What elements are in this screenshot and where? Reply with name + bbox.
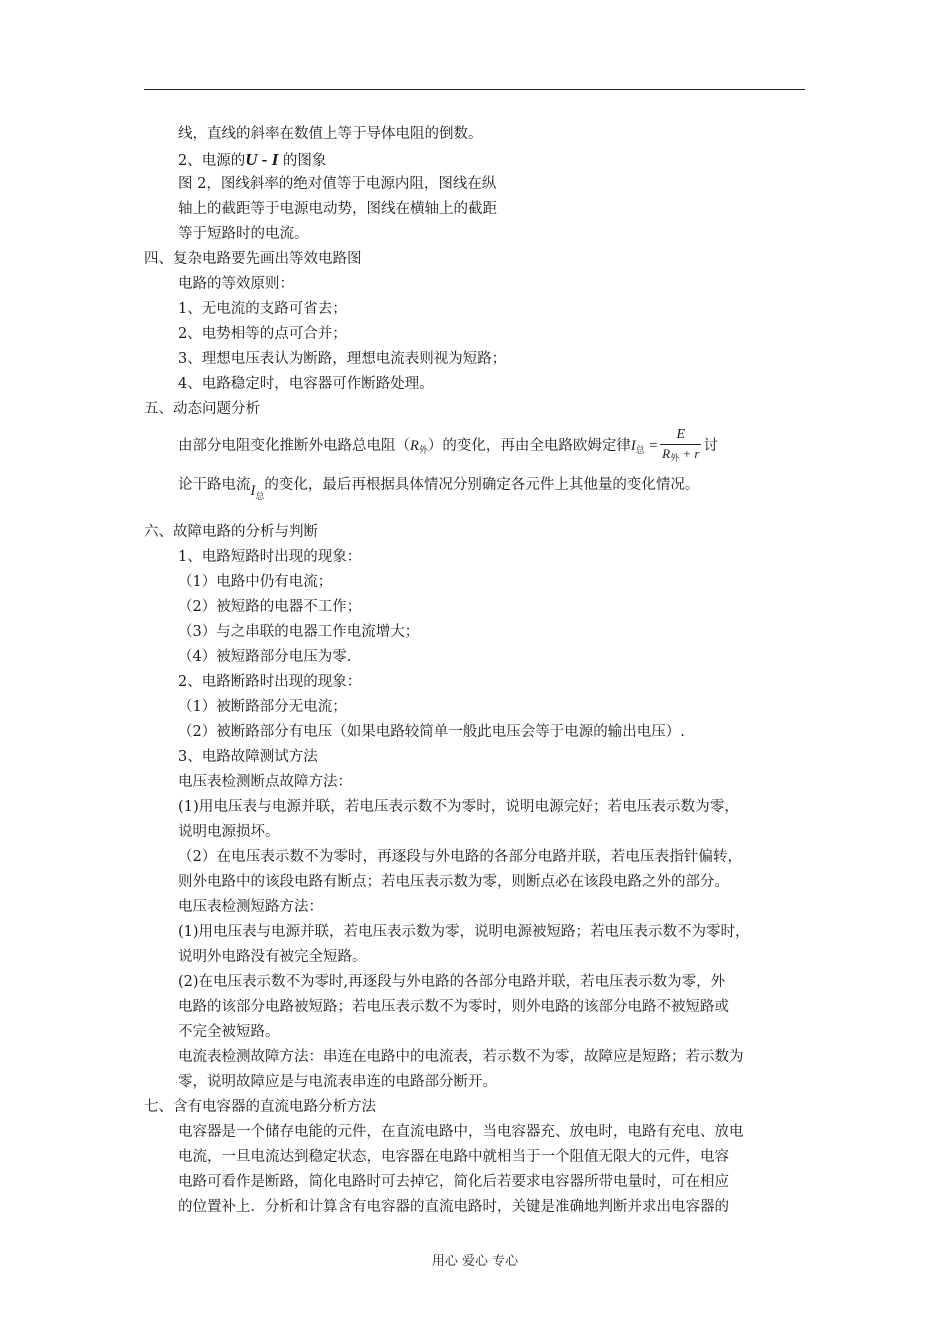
text-line-ui-graph: 2、电源的U - I 的图象 [178,150,327,169]
text-line: 电压表检测短路方法： [178,899,323,915]
section-heading-5: 五、动态问题分析 [144,401,260,417]
text-line: （2）在电压表示数不为零时，再逐段与外电路的各部分电路并联，若电压表指针偏转， [178,849,743,865]
document-body [144,122,814,1220]
text-line: 3、电路故障测试方法 [178,749,318,765]
text-line: 等于短路时的电流。 [178,226,309,242]
list-item: （1）电路中仍有电流； [178,574,333,590]
list-item: 3、理想电压表认为断路，理想电流表则视为短路； [178,351,507,367]
text-line: 说明外电路没有被完全短路。 [178,949,367,965]
text-line: 则外电路中的该段电路有断点；若电压表示数为零，则断点必在该段电路之外的部分。 [178,874,729,890]
text-line: 不完全被短路。 [178,1024,280,1040]
text-line: 图 2，图线斜率的绝对值等于电源内阻，图线在纵 [178,176,497,192]
page-footer: 用心 爱心 专心 [431,1254,519,1269]
text-line: 轴上的截距等于电源电动势，图线在横轴上的截距 [178,201,497,217]
section-heading-7: 七、含有电容器的直流电路分析方法 [144,1099,376,1115]
list-item: 2、电势相等的点可合并； [178,326,347,342]
list-item: （1）被断路部分无电流； [178,699,347,715]
text-line-total-current: 论干路电流$I_总$的变化，最后再根据具体情况分别确定各元件上其他量的变化情况。 [178,477,700,502]
formula-fraction: $\frac{E}{R_外 + r}$ [662,426,700,463]
text-line: 线，直线的斜率在数值上等于导体电阻的倒数。 [178,126,483,142]
text-line: 说明电源损坏。 [178,824,280,840]
list-item: （2）被断路部分有电压（如果电路较简单一般此电压会等于电源的输出电压）. [178,724,685,740]
list-item: 4、电路稳定时，电容器可作断路处理。 [178,376,434,392]
text-line: 零，说明故障应是与电流表串连的电路部分断开。 [178,1074,497,1090]
section-heading-4: 四、复杂电路要先画出等效电路图 [144,251,362,267]
text-line: 电流表检测故障方法：串连在电路中的电流表，若示数不为零，故障应是短路；若示数为 [178,1049,744,1065]
list-item: （2）被短路的电器不工作； [178,599,362,615]
text-line: (1)用电压表与电源并联，若电压表示数不为零时，说明电源完好；若电压表示数为零， [178,799,740,815]
text-line: 的位置补上．分析和计算含有电容器的直流电路时，关键是准确地判断并求出电容器的 [178,1199,729,1215]
list-item: （3）与之串联的电器工作电流增大； [178,624,420,640]
text-line-ohm-law: 由部分电阻变化推断外电路总电阻$(R_外)$的变化，再由全电路欧姆定律$I_总$ = $\frac{E}{R_外 + r}$ 讨 [144,422,814,470]
text-line: 电容器是一个储存电能的元件，在直流电路中，当电容器充、放电时，电路有充电、放电 [178,1124,744,1140]
header-rule [144,89,805,90]
section-heading-6: 六、故障电路的分析与判断 [144,524,318,540]
list-item: 1、无电流的支路可省去； [178,301,347,317]
text-line: 1、电路短路时出现的现象： [178,549,362,565]
text-line: 电路的该部分电路被短路；若电压表示数不为零时，则外电路的该部分电路不被短路或 [178,999,729,1015]
text-line: 电路可看作是断路，简化电路时可去掉它，简化后若要求电容器所带电量时，可在相应 [178,1174,729,1190]
list-item: （4）被短路部分电压为零. [178,649,352,665]
text-line: (1)用电压表与电源并联，若电压表示数为零，说明电源被短路；若电压表示数不为零时， [178,924,750,940]
text-line: 电流，一旦电流达到稳定状态，电容器在电路中就相当于一个阻值无限大的元件，电容 [178,1149,729,1165]
text-line: 2、电路断路时出现的现象： [178,674,362,690]
text-line: 电路的等效原则： [178,276,294,292]
text-line: 电压表检测断点故障方法： [178,774,352,790]
text-line: (2)在电压表示数不为零时,再逐段与外电路的各部分电路并联，若电压表示数为零，外 [178,974,726,990]
